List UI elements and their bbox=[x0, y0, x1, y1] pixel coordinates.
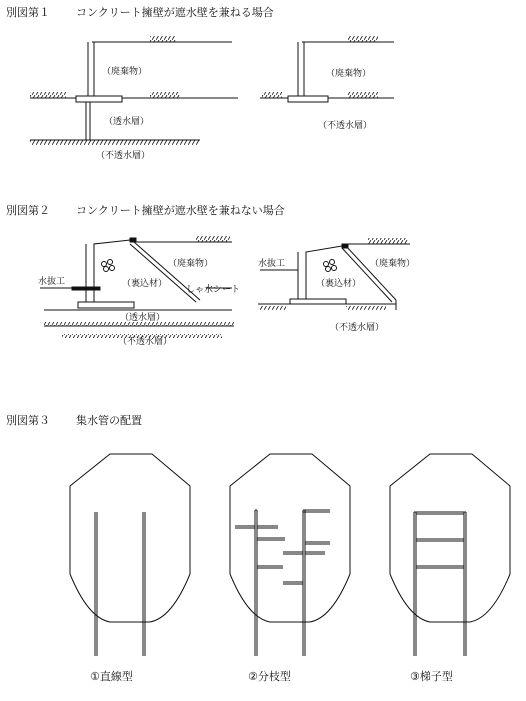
figure3-number: 別図第３ bbox=[6, 414, 50, 427]
figure2-a-drain-label: 水抜工 bbox=[38, 277, 66, 287]
figure1-diagram-a bbox=[30, 36, 238, 145]
figure1-b-impermeable-label: （不透水層） bbox=[318, 121, 373, 131]
figure2-a-backfill-label: （裏込材） bbox=[122, 279, 168, 289]
figure2-diagram-b bbox=[258, 238, 410, 310]
layout-ladder-diagram bbox=[390, 454, 510, 656]
figure2-b-waste-label: （廃棄物） bbox=[370, 259, 416, 269]
figure1-title: コンクリート擁壁が遮水壁を兼ねる場合 bbox=[76, 6, 274, 19]
figure1-b-waste-label: （廃棄物） bbox=[326, 69, 372, 79]
figure1-a-waste-label: （廃棄物） bbox=[102, 67, 148, 77]
figure1-number: 別図第１ bbox=[6, 6, 50, 19]
figure2-title: コンクリート擁壁が遮水壁を兼ねない場合 bbox=[76, 204, 285, 217]
layout-straight-diagram bbox=[70, 454, 190, 656]
figure3-title: 集水管の配置 bbox=[76, 414, 142, 427]
caption-branched: ②分枝型 bbox=[248, 670, 291, 683]
layout-branched-diagram bbox=[230, 454, 350, 656]
caption-straight: ①直線型 bbox=[90, 670, 133, 683]
figure1-a-permeable-label: （透水層） bbox=[104, 117, 150, 127]
figure2-a-waste-label: （廃棄物） bbox=[168, 259, 214, 269]
figure2-a-impermeable-label: （不透水層） bbox=[118, 337, 173, 347]
figure2-b-impermeable-label: （不透水層） bbox=[330, 323, 385, 333]
figure2-number: 別図第２ bbox=[6, 204, 50, 217]
figure2-b-drain-label: 水抜工 bbox=[258, 259, 286, 269]
figure1-a-impermeable-label: （不透水層） bbox=[96, 151, 151, 161]
figure2-a-sheet-label: しゃ水シート bbox=[186, 285, 241, 295]
caption-ladder: ③梯子型 bbox=[410, 670, 453, 683]
figure2-a-permeable-label: （透水層） bbox=[120, 313, 166, 323]
figure2-b-backfill-label: （裏込材） bbox=[316, 279, 362, 289]
